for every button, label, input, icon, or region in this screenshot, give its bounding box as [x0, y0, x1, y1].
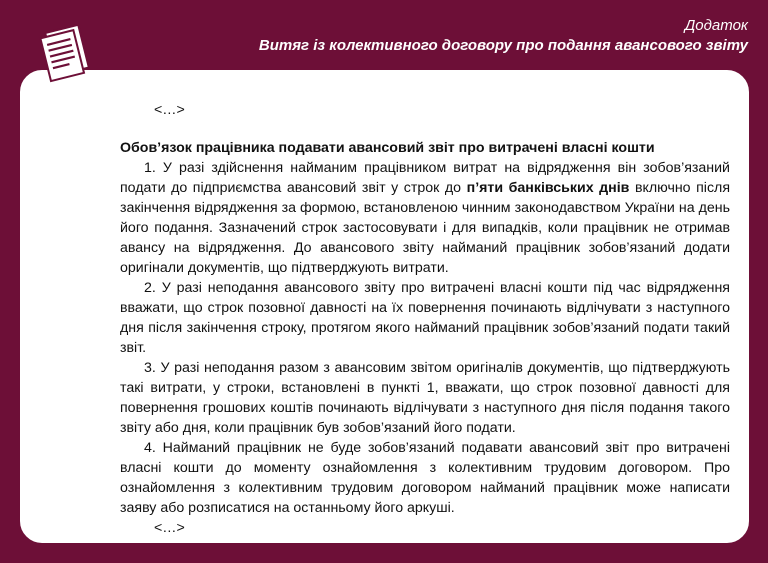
section-heading: Обов’язок працівника подавати авансовий звіт про витрачені власні кошти	[120, 140, 655, 156]
paragraph-1-bold: п’яти банківських днів	[466, 180, 630, 196]
document-stack-icon	[34, 14, 102, 86]
paragraph-4: 4. Найманий працівник не буде зобов’язаний подавати авансовий звіт про витрачені власні кошти до моменту ознайомлення з колективним трудовим договором. Про ознайомлення з колективним трудовим договором найманий працівник може написати заяву або розписатися на останньому його аркуші.	[120, 440, 730, 516]
header-title: Витяг із колективного договору про подання авансового звіту	[258, 37, 748, 54]
ellipsis-start: <…>	[154, 102, 185, 118]
paragraph-1-text-b: включно після закінчення відрядження за формою, встановленою чинним законодавством України на день його подання. Зазначений строк застосовувати і для випадків, коли працівник не отримав авансу на відрядження. До авансового звіту найманий працівник зобов’язаний додати оригінали документів, що підтверджують витрати.	[120, 180, 731, 276]
document-body	[120, 100, 730, 538]
paragraph-1	[120, 158, 730, 278]
appendix-label: Додаток	[684, 17, 748, 34]
content-panel	[20, 70, 749, 543]
paragraph-3: 3. У разі неподання разом з авансовим звітом оригіналів документів, що підтверджують такі витрати, у строки, встановлені в пункті 1, вважати, що строк позовної давності для повернення грошових коштів починають відлічувати з наступного дня після подання такого звіту або дня, коли працівник був зобов’язаний його подати.	[120, 360, 730, 436]
ellipsis-end: <…>	[154, 520, 185, 536]
paragraph-1-text-a: 1. У разі здійснення найманим працівником витрат на відрядження він зобов’язаний подати до підприємства авансовий звіт у строк до	[120, 160, 730, 196]
paragraph-2: 2. У разі неподання авансового звіту про витрачені власні кошти під час відрядження вважати, що строк позовної давності на їх повернення починають відлічувати з наступного дня після закінчення строку, протягом якого найманий працівник зобов’язаний подати такий звіт.	[120, 280, 730, 356]
header	[259, 16, 748, 56]
